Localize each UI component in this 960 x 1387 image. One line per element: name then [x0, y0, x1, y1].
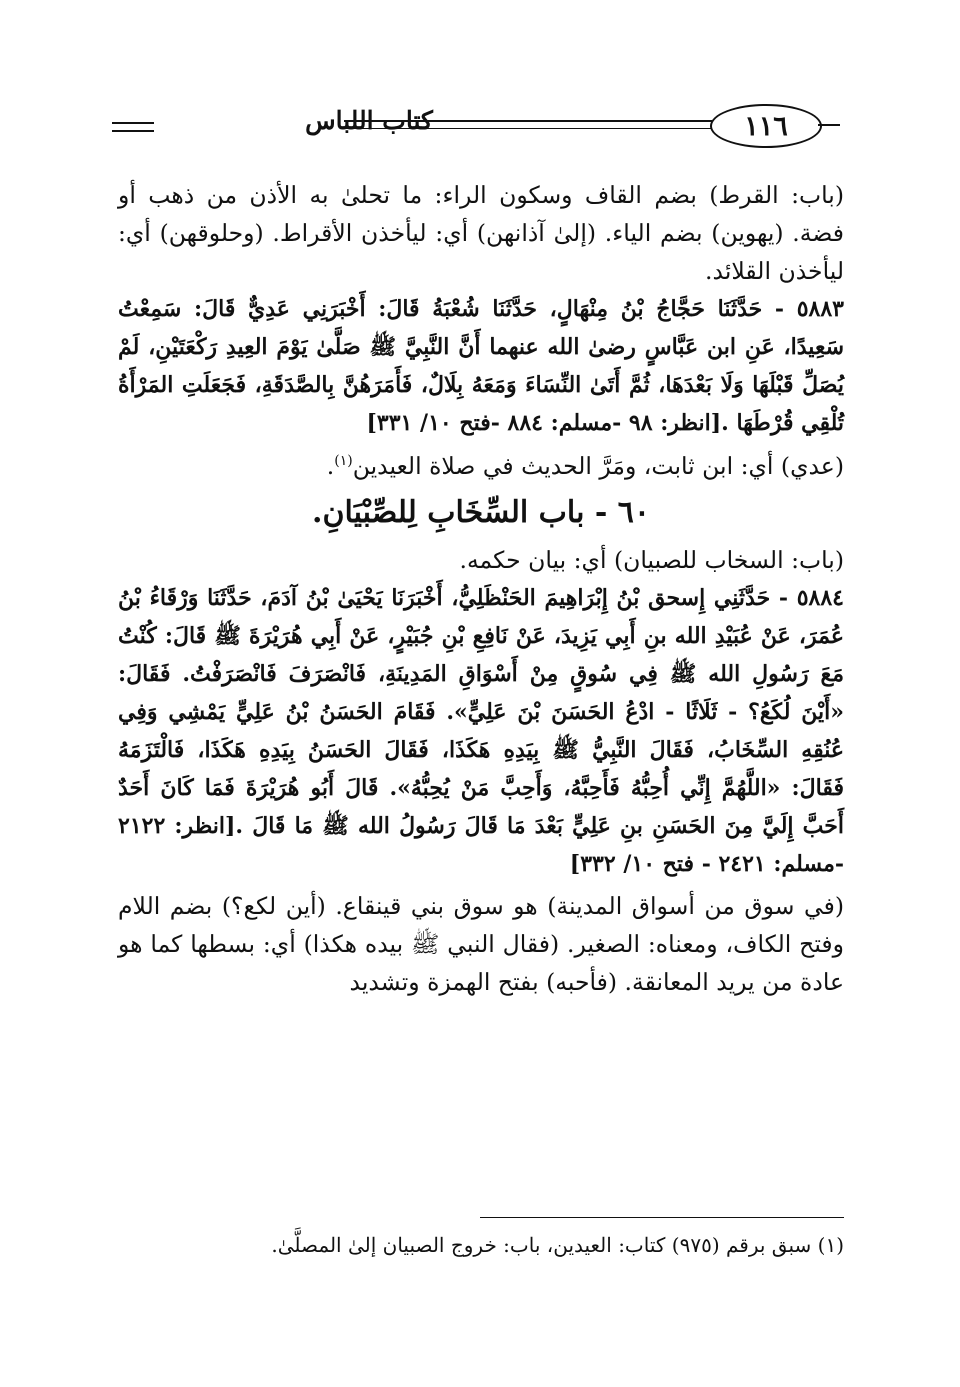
header-rule-right: [818, 124, 840, 126]
header-rule-left-top: [112, 122, 154, 124]
paragraph-commentary-adi-end: .: [326, 451, 335, 480]
paragraph-commentary-souq: (في سوق من أسواق المدينة) هو سوق بني قينقاع. (أين لكع؟) بضم اللام وفتح الكاف، ومعناه: الصغير. (فقال النبي ﷺ بيده هكذا) أي: بسطها كما هو عادة من يريد المعانقة. (فأحبه) بفتح الهمزة وتشديد: [118, 891, 844, 996]
page-header: [112, 100, 842, 156]
hadith-5884: ٥٨٨٤ - حَدَّثَنِي إِسحق بْنُ إِبْرَاهِيمَ الحَنْظَلِيُّ، أَخْبَرَنَا يَحْيَىٰ بْنُ آدَمَ، حَدَّثَنَا وَرْقَاءُ بْنُ عُمَرَ، عَنْ عُبَيْدِ الله بنِ أَبِي يَزِيدَ، عَنْ نَافِعِ بْنِ جُبَيْرٍ، عَنْ أَبِي هُرَيْرَةَ ﷺ قَالَ: كُنْتُ مَعَ رَسُولِ الله ﷺ فِي سُوقٍ مِنْ أَسْوَاقِ المَدِينَةِ، فَانْصَرَفَ فَانْصَرَفْتُ. فَقَالَ: «أَيْنَ لُكَعُ؟ - ثَلَاثًا - ادْعُ الحَسَنَ بْنَ عَلِيٍّ». فَقَامَ الحَسَنُ بْنُ عَلِيٍّ يَمْشِي وَفِي عُنُقِهِ السِّخَابُ، فَقَالَ النَّبِيُّ ﷺ بِيَدِهِ هَكَذَا، فَقَالَ الحَسَنُ بِيَدِهِ هَكَذَا، فَالْتَزَمَهُ فَقَالَ: «اللَّهُمَّ إِنِّي أُحِبُّهُ فَأَحِبَّهُ، وَأَحِبَّ مَنْ يُحِبُّهُ». قَالَ أَبُو هُرَيْرَةَ فَمَا كَانَ أَحَدٌ أَحَبَّ إِلَيَّ مِنَ الحَسَنِ بنِ عَلِيٍّ بَعْدَ مَا قَالَ رَسُولُ الله ﷺ مَا قَالَ .[انظر: ٢١٢٢ -مسلم: ٢٤٢١ - فتح ١٠/ ٣٣٢]: [118, 584, 845, 877]
hadith-5883: ٥٨٨٣ - حَدَّثَنَا حَجَّاجُ بْنُ مِنْهَالٍ، حَدَّثَنَا شُعْبَةُ قَالَ: أَخْبَرَنِي عَدِيٌّ قَالَ: سَمِعْتُ سَعِيدًا، عَنِ ابن عَبَّاسٍ رضىٰ الله عنهما أَنَّ النَّبِيَّ ﷺ صَلَّىٰ يَوْمَ العِيدِ رَكْعَتَيْنِ، لَمْ يُصَلِّ قَبْلَهَا وَلَا بَعْدَهَا، ثُمَّ أَتَىٰ النِّسَاءَ وَمَعَهُ بِلَالٌ، فَأَمَرَهُنَّ بِالصَّدَقَةِ، فَجَعَلَتِ المَرْأَةُ تُلْقِي قُرْطَهَا .[انظر: ٩٨ -مسلم: ٨٨٤ -فتح ١٠/ ٣٣١]: [118, 296, 844, 436]
header-rule-left-bottom: [112, 130, 154, 132]
footnote-divider: [480, 1217, 844, 1218]
header-rule-middle-top: [344, 120, 712, 122]
footnote-reference: (١): [334, 453, 353, 469]
paragraph-commentary-qurt: (باب: القرط) بضم القاف وسكون الراء: ما تحلىٰ به الأذن من ذهب أو فضة. (يهوين) بضم الياء. (إلىٰ آذانهن) أي: ليأخذن الأقراط. (وحلوقهن) أي: ليأخذن القلائد.: [118, 181, 844, 285]
section-heading: ٦٠ - باب السِّخَابِ لِلصِّبْيَانِ.: [312, 494, 650, 530]
paragraph-commentary-adi: [118, 442, 844, 485]
header-rule-middle-bottom: [344, 128, 712, 129]
paragraph-commentary-adi-text: (عدي) أي: ابن ثابت، ومَرَّ الحديث في صلاة العيدين: [352, 451, 844, 480]
main-text: [118, 176, 844, 1001]
book-title: كتاب اللباس: [305, 106, 433, 135]
paragraph-chapter-note: (باب: السخاب للصبيان) أي: بيان حكمه.: [459, 545, 844, 574]
page-number: ١١٦: [710, 104, 822, 148]
footnote: (١) سبق برقم (٩٧٥) كتاب: العيدين، باب: خروج الصبيان إلىٰ المصلَّىٰ.: [271, 1233, 844, 1257]
